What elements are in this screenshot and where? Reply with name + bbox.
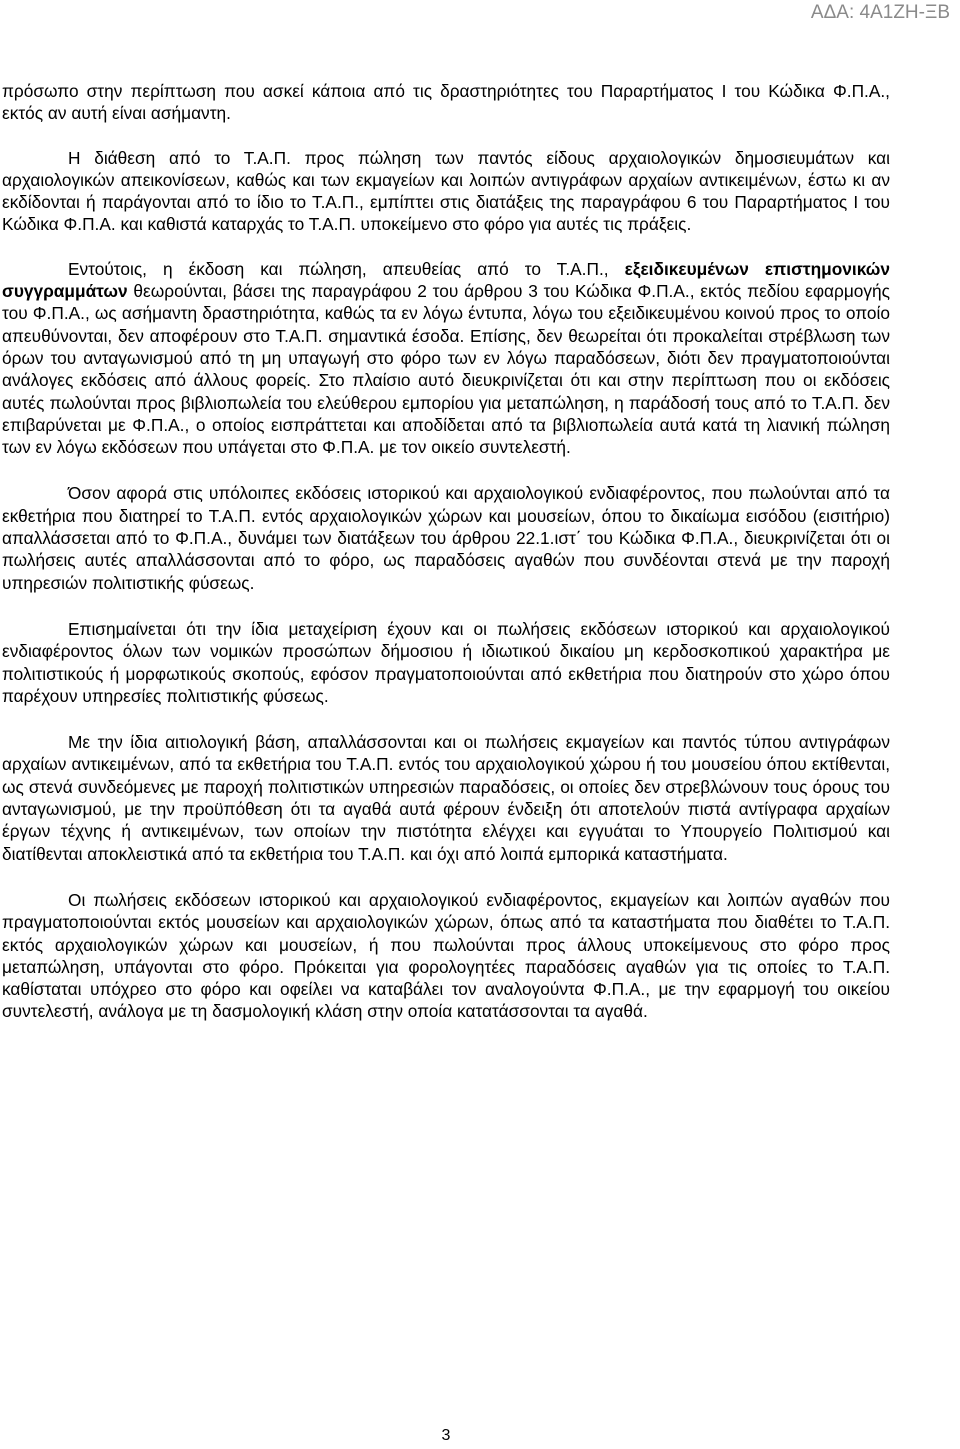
paragraph-tap-sales: Η διάθεση από το Τ.Α.Π. προς πώληση των παντός είδους αρχαιολογικών δημοσιευμάτων και αρχαιολογικών απεικονίσεων, καθώς και των εκμαγείων και λοιπών αντιγράφων αρχαίων αντικειμένων, έστω κι αν εκδίδονται ή παράγονται από το ίδιο το Τ.Α.Π., εμπίπτει στις διατάξεις της παραγράφου 6 του Παραρτήματος Ι του Κώδικα Φ.Π.Α. και καθιστά καταρχάς το Τ.Α.Π. υποκείμενο στο φόρο για αυτές τις πράξεις. — [2, 147, 890, 235]
paragraph-replicas: Με την ίδια αιτιολογική βάση, απαλλάσσονται και οι πωλήσεις εκμαγείων και παντός τύπου αντιγράφων αρχαίων αντικειμένων, από τα εκθετήρια του Τ.Α.Π. εντός του αρχαιολογικού χώρου ή του μουσείου όπου εκτίθενται, ως στενά συνδεόμενες με παροχή πολιτιστικών υπηρεσιών παραδόσεις, οι οποίες δεν στρεβλώνουν τους όρους του ανταγωνισμού, με την προϋπόθεση ότι τα αγαθά αυτά φέρουν ένδειξη ότι αποτελούν πιστά αντίγραφα αρχαίων έργων τέχνης ή αντικειμένων, των οποίων την πιστότητα ελέγχει και εγγυάται το Υπουργείο Πολιτισμού και διατίθενται αποκλειστικά από τα εκθετήρια του Τ.Α.Π. και όχι από λοιπά εμπορικά καταστήματα. — [2, 732, 890, 864]
document-id-stamp: ΑΔΑ: 4Α1ΖΗ-ΞΒ — [810, 2, 950, 23]
paragraph-text: θεωρούνται, βάσει της παραγράφου 2 του άρθρου 3 του Κώδικα Φ.Π.Α., εκτός πεδίου εφαρμογής του Φ.Π.Α., ως ασήμαντη δραστηριότητα, καθώς τα εν λόγω έντυπα, λόγω του εξειδικευμένου κοινού προς το οποίο απευθύνονται, δεν αποφέρουν στο Τ.Α.Π. σημαντικά έσοδα. Επίσης, δεν θεωρείται ότι προκαλείται στρέβλωση των όρων του ανταγωνισμού από τη μη υπαγωγή στο φόρο των εν λόγω παραδόσεων, διότι δεν πραγματοποιούνται ανάλογες εκδόσεις από άλλους φορείς. Στο πλαίσιο αυτό διευκρινίζεται ότι και στην περίπτωση που οι εκδόσεις αυτές πωλούνται προς βιβλιοπωλεία του ελεύθερου εμπορίου για μεταπώληση, η παράδοσή τους από το Τ.Α.Π. δεν επιβαρύνεται με Φ.Π.Α., ο οποίος εισπράττεται και αποδίδεται από τα βιβλιοπωλεία αυτά κατά τη λιανική πώληση των εν λόγω εκδόσεων που υπάγεται στο Φ.Π.Α. με τον οικείο συντελεστή. — [2, 281, 890, 458]
emphasis-text: εξειδικευμένων επιστημονικών συγγραμμάτων — [2, 258, 890, 302]
page-number: 3 — [441, 1427, 451, 1444]
document-body — [2, 80, 890, 1023]
paragraph-scientific-publications — [2, 258, 890, 459]
paragraph-other-publications: Όσον αφορά στις υπόλοιπες εκδόσεις ιστορικού και αρχαιολογικού ενδιαφέροντος, που πωλούνται από τα εκθετήρια που διατηρεί το Τ.Α.Π. εντός αρχαιολογικών χώρων και μουσείων, όπου το δικαίωμα εισόδου (εισιτήριο) απαλλάσσεται από το Φ.Π.Α., δυνάμει των διατάξεων του άρθρου 22.1.ιστ΄ του Κώδικα Φ.Π.Α., διευκρινίζεται ότι οι πωλήσεις αυτές απαλλάσσονται από το φόρο, ως παραδόσεις αγαθών που συνδέονται στενά με την παροχή υπηρεσιών πολιτιστικής φύσεως. — [2, 483, 890, 593]
paragraph-continuation: πρόσωπο στην περίπτωση που ασκεί κάποια από τις δραστηριότητες του Παραρτήματος Ι του Κώδικα Φ.Π.Α., εκτός αν αυτή είναι ασήμαντη. — [2, 81, 890, 124]
paragraph-taxable-sales: Οι πωλήσεις εκδόσεων ιστορικού και αρχαιολογικού ενδιαφέροντος, εκμαγείων και λοιπών αγαθών που πραγματοποιούνται εκτός μουσείων και αρχαιολογικών χώρων, όπως από τα καταστήματα που διαθέτει το Τ.Α.Π. εκτός αρχαιολογικών χώρων και μουσείων, ή που πωλούνται προς άλλους υποκείμενους στο φόρο προς μεταπώληση, υπάγονται στο φόρο. Πρόκειται για φορολογητέες παραδόσεις αγαθών για τις οποίες το Τ.Α.Π. καθίσταται υπόχρεο στο φόρο και οφείλει να καταβάλει τον αναλογούντα Φ.Π.Α., με την εφαρμογή του οικείου συντελεστή, ανάλογα με τη δασμολογική κλάση στην οποία κατατάσσονται τα αγαθά. — [2, 889, 890, 1022]
paragraph-text: Εντούτοις, η έκδοση και πώληση, απευθείας από το Τ.Α.Π., — [68, 258, 625, 279]
paragraph-nonprofit-entities: Επισημαίνεται ότι την ίδια μεταχείριση έχουν και οι πωλήσεις εκδόσεων ιστορικού και αρχαιολογικού ενδιαφέροντος όλων των νομικών προσώπων δήμοσιου ή ιδιωτικού δικαίου μη κερδοσκοπικού χαρακτήρα με πολιτιστικούς ή μορφωτικούς σκοπούς, εφόσον πραγματοποιούνται από εκθετήρια που διατηρούν στο χώρο όπου παρέχουν υπηρεσίες πολιτιστικής φύσεως. — [2, 618, 890, 706]
